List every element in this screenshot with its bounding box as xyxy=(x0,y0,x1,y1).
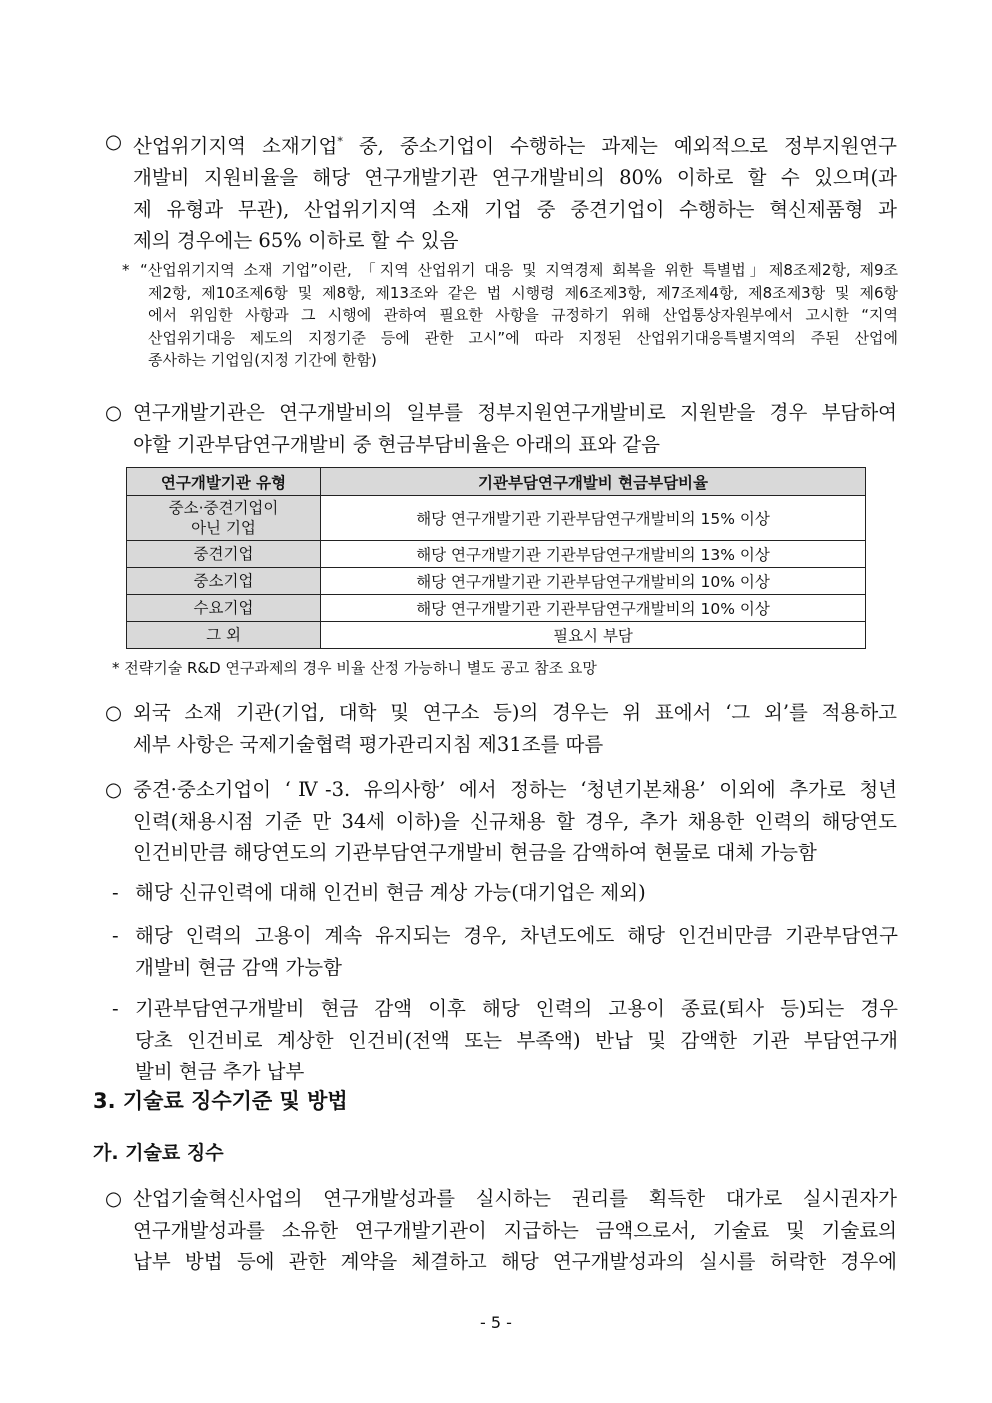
table-cell-type: 중소기업 xyxy=(127,568,321,595)
paragraph-line: 제의 경우에는 65% 이하로 할 수 있음 xyxy=(133,229,459,252)
footnote-line: 제2항, 제10조제6항 및 제8항, 제13조와 같은 법 시행령 제6조제3항, 제7조제4항, 제8조제3항 및 제6항 xyxy=(148,283,898,302)
dash-item xyxy=(112,920,898,983)
footnote-line: 에서 위임한 사항과 그 시행에 관하여 필요한 사항을 규정하기 위해 산업통상자원부에서 고시한 “지역 xyxy=(148,306,898,324)
circle-bullet: ○ xyxy=(105,401,123,424)
paragraph-line: 연구개발성과를 소유한 연구개발기관이 지급하는 금액으로서, 기술료 및 기술료의 xyxy=(133,1218,897,1242)
table-header-ratio: 기관부담연구개발비 현금부담비율 xyxy=(321,468,866,496)
dash-marker: - xyxy=(112,997,119,1020)
paragraph-industrial-crisis-area xyxy=(105,126,897,257)
table-cell-ratio: 필요시 부담 xyxy=(321,622,866,649)
footnote-star: * xyxy=(122,261,130,279)
paragraph-cash-share xyxy=(105,397,897,460)
paragraph-line: 납부 방법 등에 관한 계약을 체결하고 해당 연구개발성과의 실시를 허락한 경우에 xyxy=(133,1250,897,1273)
subsection-heading: 가. 기술료 징수 xyxy=(93,1142,224,1164)
dash-line: 기관부담연구개발비 현금 감액 이후 해당 인력의 고용이 종료(퇴사 등)되는 경우 xyxy=(135,997,898,1020)
circle-bullet: ○ xyxy=(105,1187,123,1210)
paragraph-line: 야할 기관부담연구개발비 중 현금부담비율은 아래의 표와 같음 xyxy=(133,432,660,456)
paragraph-royalty xyxy=(105,1183,897,1278)
table-note: * 전략기술 R&D 연구과제의 경우 비율 산정 가능하니 별도 공고 참조 요망 xyxy=(112,659,597,677)
circle-bullet: ○ xyxy=(105,778,123,801)
footnote-line: 산업위기대응 제도의 지정기준 등에 관한 고시”에 따라 지정된 산업위기대응특별지역의 주된 산업에 xyxy=(148,328,898,347)
table-row xyxy=(127,595,866,622)
dash-marker: - xyxy=(112,924,119,947)
table-header-row xyxy=(127,468,866,496)
dash-item xyxy=(112,877,898,909)
footnote-definition xyxy=(122,259,898,372)
paragraph-line: 세부 사항은 국제기술협력 평가관리지침 제31조를 따름 xyxy=(133,732,604,756)
paragraph-foreign-institution xyxy=(105,697,897,760)
paragraph-line: 인력(채용시점 기준 만 34세 이하)을 신규채용 할 경우, 추가 채용한 인력의 해당연도 xyxy=(133,809,897,833)
circle-bullet: ○ xyxy=(105,130,123,153)
cash-share-table xyxy=(126,467,866,649)
table-cell-ratio: 해당 연구개발기관 기관부담연구개발비의 13% 이상 xyxy=(321,541,866,568)
dash-line: 당초 인건비로 계상한 인건비(전액 또는 부족액) 반납 및 감액한 기관 부담연구개 xyxy=(135,1028,898,1052)
paragraph-line: 외국 소재 기관(기업, 대학 및 연구소 등)의 경우는 위 표에서 ‘그 외’를 적용하고 xyxy=(133,701,897,724)
section-heading: 3. 기술료 징수기준 및 방법 xyxy=(93,1089,348,1113)
table-row xyxy=(127,622,866,649)
table-cell-ratio: 해당 연구개발기관 기관부담연구개발비의 15% 이상 xyxy=(321,496,866,541)
paragraph-line: 중견·중소기업이 ‘Ⅳ-3. 유의사항’ 에서 정하는 ‘청년기본채용’ 이외에 추가로 청년 xyxy=(133,778,897,801)
dash-marker: - xyxy=(112,881,119,904)
footnote-marker: * xyxy=(337,135,343,148)
paragraph-line: 산업기술혁신사업의 연구개발성과를 실시하는 권리를 획득한 대가로 실시권자가 xyxy=(133,1187,897,1210)
dash-line: 발비 현금 추가 납부 xyxy=(135,1060,305,1083)
table-header-type: 연구개발기관 유형 xyxy=(127,468,321,496)
table-row xyxy=(127,568,866,595)
footnote-line: “산업위기지역 소재 기업”이란, 「지역 산업위기 대응 및 지역경제 회복을 위한 특별법」제8조제2항, 제9조 xyxy=(140,261,898,279)
table-cell-type: 중소·중견기업이 아닌 기업 xyxy=(127,496,321,541)
paragraph-line: 개발비 지원비율을 해당 연구개발기관 연구개발비의 80% 이하로 할 수 있으며(과 xyxy=(133,166,897,189)
paragraph-line: 연구개발기관은 연구개발비의 일부를 정부지원연구개발비로 지원받을 경우 부담하여 xyxy=(133,401,897,424)
paragraph-youth-hiring xyxy=(105,774,897,869)
table-cell-type: 중견기업 xyxy=(127,541,321,568)
dash-line: 해당 신규인력에 대해 인건비 현금 계상 가능(대기업은 제외) xyxy=(135,881,646,904)
table-cell-ratio: 해당 연구개발기관 기관부담연구개발비의 10% 이상 xyxy=(321,595,866,622)
table-row xyxy=(127,541,866,568)
footnote-line: 종사하는 기업임(지정 기간에 한함) xyxy=(148,351,377,369)
page-number: - 5 - xyxy=(480,1313,512,1332)
paragraph-line: 산업위기지역 소재기업* 중, 중소기업이 수행하는 과제는 예외적으로 정부지원연구 xyxy=(133,134,897,158)
dash-item xyxy=(112,993,898,1088)
table-cell-ratio: 해당 연구개발기관 기관부담연구개발비의 10% 이상 xyxy=(321,568,866,595)
dash-line: 해당 인력의 고용이 계속 유지되는 경우, 차년도에도 해당 인건비만큼 기관부담연구 xyxy=(135,924,898,947)
paragraph-line: 인건비만큼 해당연도의 기관부담연구개발비 현금을 감액하여 현물로 대체 가능함 xyxy=(133,841,817,864)
table-cell-type: 수요기업 xyxy=(127,595,321,622)
table-cell-type: 그 외 xyxy=(127,622,321,649)
paragraph-line: 제 유형과 무관), 산업위기지역 소재 기업 중 중견기업이 수행하는 혁신제품형 과 xyxy=(133,197,897,221)
circle-bullet: ○ xyxy=(105,701,123,724)
table-row xyxy=(127,496,866,541)
dash-line: 개발비 현금 감액 가능함 xyxy=(135,955,342,979)
